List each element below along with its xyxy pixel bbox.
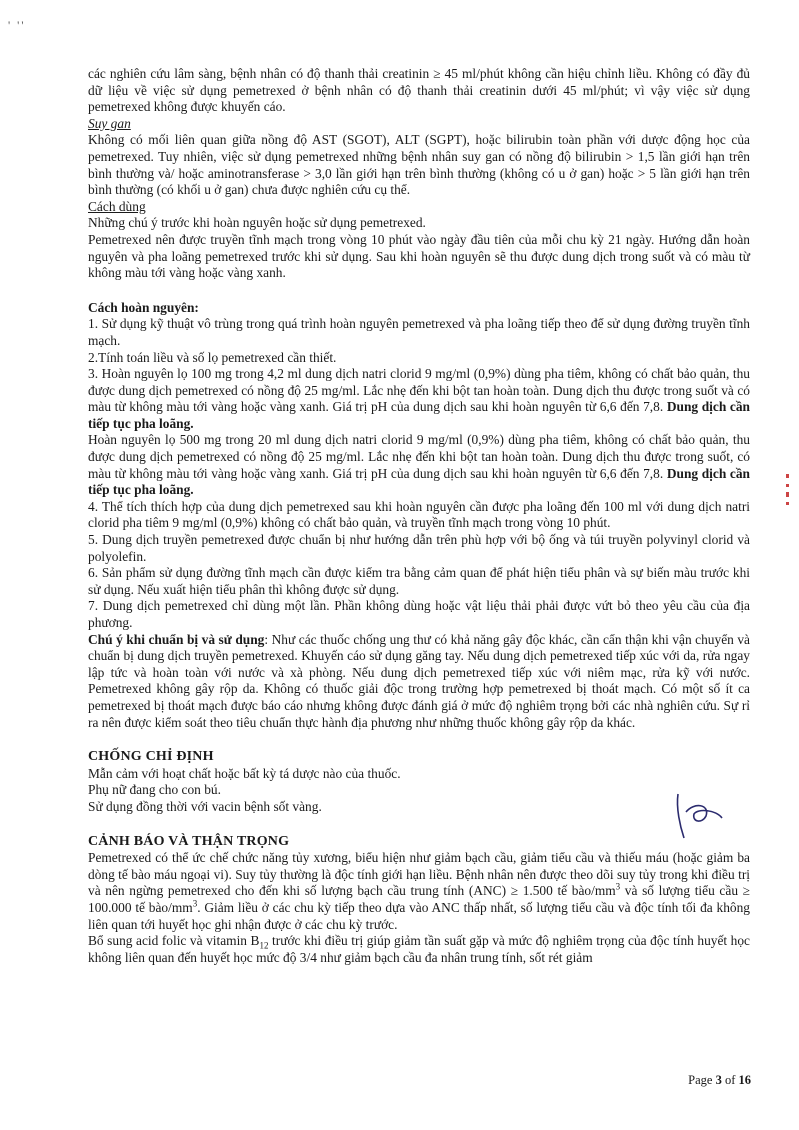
page-prefix: Page xyxy=(688,1073,716,1087)
contraindication-item: Phụ nữ đang cho con bú. xyxy=(88,782,221,798)
document-page xyxy=(88,66,750,966)
renal-paragraph: các nghiên cứu lâm sàng, bệnh nhân có độ thanh thải creatinin ≥ 45 ml/phút không cần hiệu chỉnh liều. Không có đầy đủ dữ liệu về việc sử dụng pemetrexed ở bệnh nhân có độ thanh thải creatinin dưới 45 ml/phút; vì vậy việc sử dụng pemetrexed không được khuyến cáo. xyxy=(88,66,750,115)
reconstitution-step-2: 2.Tính toán liều và số lọ pemetrexed cần thiết. xyxy=(88,349,337,365)
step-3b-text: Hoàn nguyên lọ 500 mg trong 20 ml dung dịch natri clorid 9 mg/ml (0,9%) dùng pha tiêm, không có chất bảo quản, thu được dung dịch pemetrexed có nồng độ 25 mg/ml. Lắc nhẹ đến khi bột tan hoàn toàn. Dung dịch thu được trong suốt, có màu từ không màu tới vàng hoặc vàng xanh. Giá trị pH của dung dịch sau khi hoàn nguyên từ 6,6 đến 7,8. xyxy=(88,432,750,481)
superscript: 3 xyxy=(192,898,198,909)
caution-paragraph xyxy=(88,632,750,732)
warnings-heading: CẢNH BÁO VÀ THẬN TRỌNG xyxy=(88,833,290,849)
warnings-text: Bổ sung acid folic và vitamin B xyxy=(88,933,260,949)
reconstitution-step-5: 5. Dung dịch truyền pemetrexed được chuẩn bị như hướng dẫn trên phù hợp với bộ ống và túi truyền polyvinyl clorid và polyolefin. xyxy=(88,532,750,564)
page-footer xyxy=(688,1073,751,1088)
subscript: 12 xyxy=(259,940,269,951)
warnings-paragraph-1 xyxy=(88,850,750,933)
hepatic-paragraph: Không có mối liên quan giữa nồng độ AST (SGOT), ALT (SGPT), hoặc bilirubin toàn phần với dược động học của pemetrexed. Tuy nhiên, việc sử dụng pemetrexed những bệnh nhân suy gan có nồng độ bilirubin > 1,5 lần giới hạn trên bình thường và/ hoặc aminotransferase > 3,0 lần giới hạn trên bình thường (không có u ở gan) hoặc > 5 lần giới hạn trên bình thường (có khối u ở gan) chưa được nghiên cứu cụ thể. xyxy=(88,132,750,198)
reconstitution-step-7: 7. Dung dịch pemetrexed chỉ dùng một lần. Phần không dùng hoặc vật liệu thải phải được vứt bỏ theo yêu cầu của địa phương. xyxy=(88,598,750,630)
warnings-text: trước khi điều trị giúp giảm tần suất gặp và mức độ nghiêm trọng của độc tính huyết học không liên quan đến huyết học mức độ 3/4 như giảm bạch cầu đa nhân trung tính, sốt rét giảm xyxy=(88,933,750,965)
usage-heading: Cách dùng xyxy=(88,198,146,214)
reconstitution-step-4: 4. Thể tích thích hợp của dung dịch pemetrexed sau khi hoàn nguyên cần được pha loãng đến 100 ml với dung dịch natri clorid pha tiêm 9 mg/ml (0,9%) không có chất bảo quản, và truyền tĩnh mạch trong vòng 10 phút. xyxy=(88,498,750,531)
step-3a-bold: Dung dịch cần tiếp tục pha loãng. xyxy=(88,399,750,431)
caution-label: Chú ý khi chuẩn bị và sử dụng xyxy=(88,631,265,647)
warnings-text: . Giảm liều ở các chu kỳ tiếp theo dựa vào ANC thấp nhất, số lượng tiểu cầu và độc tính tối đa không liên quan tới huyết học ghi nhận được ở các chu kỳ trước. xyxy=(88,899,750,932)
reconstitution-step-3b xyxy=(88,432,750,498)
corner-scan-marks: ' '' xyxy=(8,18,26,32)
hepatic-heading: Suy gan xyxy=(88,115,131,131)
step-3b-bold: Dung dịch cần tiếp tục pha loãng. xyxy=(88,465,750,498)
reconstitution-step-1: 1. Sử dụng kỹ thuật vô trùng trong quá trình hoàn nguyên pemetrexed và pha loãng tiếp theo để sử dụng đường truyền tĩnh mạch. xyxy=(88,316,750,348)
page-number: 3 xyxy=(715,1073,722,1087)
reconstitution-heading: Cách hoàn nguyên: xyxy=(88,299,199,315)
reconstitution-step-3a xyxy=(88,366,750,432)
step-3a-text: 3. Hoàn nguyên lọ 100 mg trong 4,2 ml dung dịch natri clorid 9 mg/ml (0,9%) dùng pha tiêm, không có chất bảo quản, thu được dung dịch pemetrexed có nồng độ 25 mg/ml. Lắc nhẹ đến khi bột tan hoàn toàn. Dung dịch thu được trong suốt và có màu từ không màu tới vàng hoặc vàng xanh. Giá trị pH của dung dịch sau khi hoàn nguyên từ 6,6 đến 7,8. xyxy=(88,366,750,415)
page-total: 16 xyxy=(738,1073,751,1087)
superscript: 3 xyxy=(615,881,621,892)
warnings-text: và số lượng tiểu cầu ≥ 100.000 tế bào/mm xyxy=(88,883,751,915)
reconstitution-step-6: 6. Sản phẩm sử dụng đường tĩnh mạch cần được kiểm tra bằng cảm quan để phát hiện tiểu phân và sự biến màu trước khi sử dụng. Nếu xuất hiện tiểu phân thì không được sử dụng. xyxy=(88,565,750,597)
contraindication-item: Sử dụng đồng thời với vacin bệnh sốt vàng. xyxy=(88,798,322,814)
contraindications-heading: CHỐNG CHỈ ĐỊNH xyxy=(88,749,214,765)
handwritten-signature xyxy=(670,788,730,842)
warnings-paragraph-2 xyxy=(88,933,750,966)
contraindication-item: Mẫn cảm với hoạt chất hoặc bất kỳ tá dược nào của thuốc. xyxy=(88,765,401,781)
side-stamp-mark xyxy=(783,470,793,510)
usage-note: Những chú ý trước khi hoàn nguyên hoặc sử dụng pemetrexed. xyxy=(88,215,426,231)
page-of: of xyxy=(721,1073,739,1087)
warnings-text: Pemetrexed có thể ức chế chức năng tủy xương, biểu hiện như giảm bạch cầu, giảm tiểu cầu và thiếu máu (hoặc giảm ba dòng tế bào máu ngoại vi). Suy tủy thường là độc tính giới hạn liều. Bệnh nhân nên được theo dõi suy tủy trong khi điều trị và nên ngừng pemetrexed cho đến khi số lượng bạch cầu trung tính (ANC) ≥ 1.500 tế bào/mm xyxy=(88,850,750,899)
usage-paragraph: Pemetrexed nên được truyền tĩnh mạch trong vòng 10 phút vào ngày đầu tiên của mỗi chu kỳ 21 ngày. Hướng dẫn hoàn nguyên và pha loãng pemetrexed trước khi sử dụng. Sau khi hoàn nguyên sẽ thu được dung dịch trong suốt và có màu từ không màu tới vàng hoặc vàng xanh. xyxy=(88,231,750,281)
caution-text: : Như các thuốc chống ung thư có khả năng gây độc khác, cần cẩn thận khi vận chuyển và chuẩn bị dung dịch truyền pemetrexed. Khuyến cáo sử dụng găng tay. Nếu dung dịch pemetrexed tiếp xúc với da, rửa ngay lập tức và hoàn toàn với nước và xà phòng. Nếu dung dịch pemetrexed tiếp xúc với niêm mạc, rửa kỹ với nước. Pemetrexed không gây rộp da. Không có thuốc giải độc trong trường hợp pemetrexed bị thoát mạch. Có một số ít ca pemetrexed bị thoát mạch được báo cáo nhưng không được đánh giá ở mức độ nghiêm trọng bởi các nhà nghiên cứu. Sự rỉ ra nên được kiểm soát theo tiêu chuẩn thực hành địa phương như những thuốc không gây rộp da khác. xyxy=(88,631,750,730)
